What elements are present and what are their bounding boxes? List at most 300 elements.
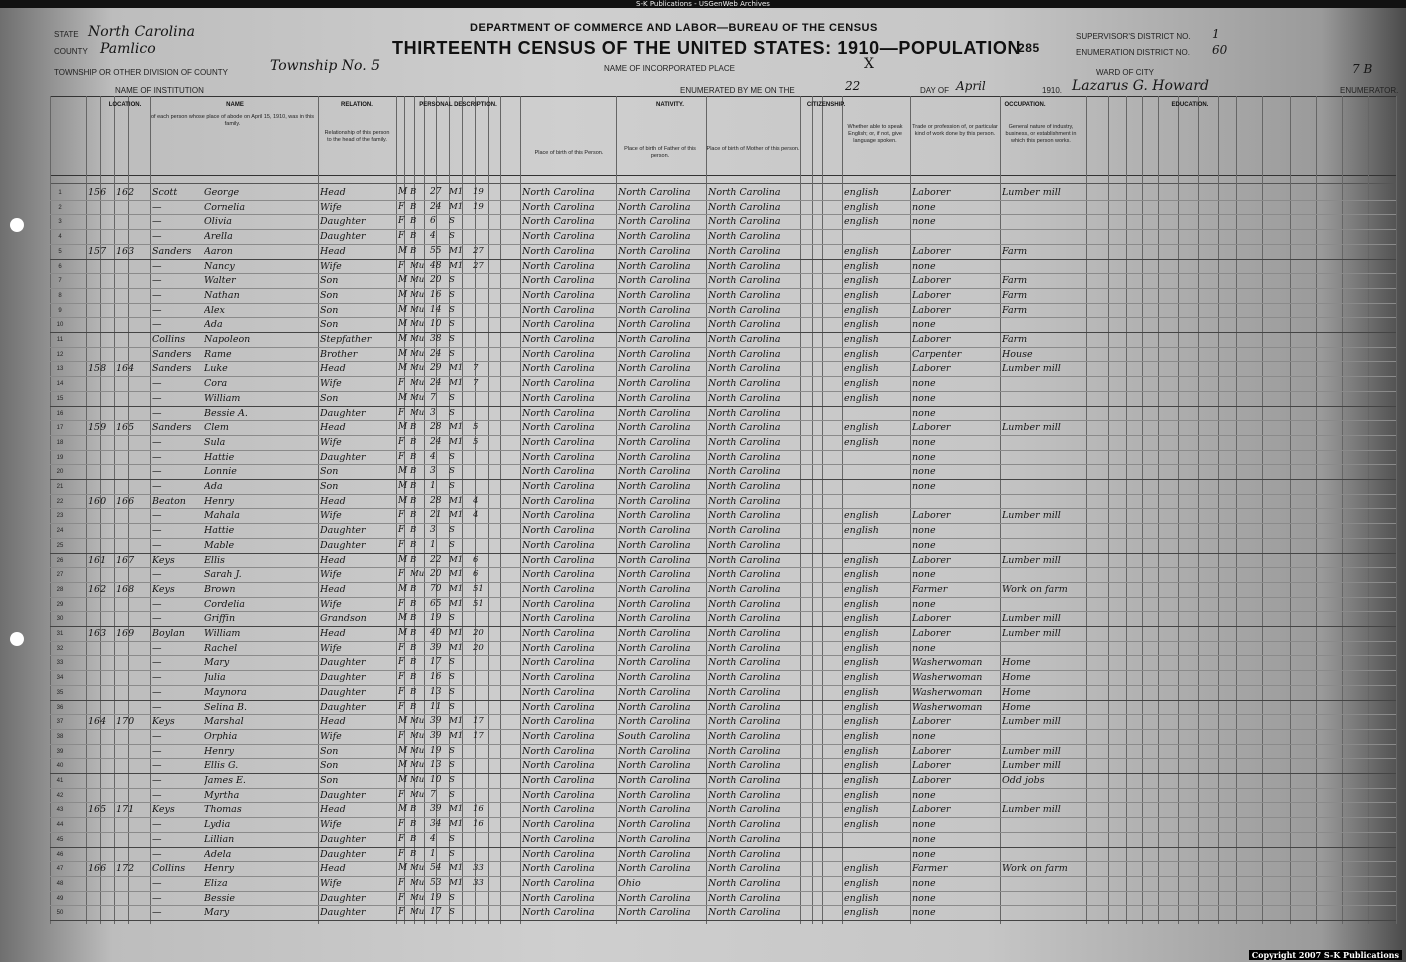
- page-number: 285: [1018, 41, 1040, 55]
- row-race-cell: B: [410, 216, 417, 227]
- row-mother-cell: North Carolina: [708, 730, 781, 742]
- row-given-cell: Myrtha: [204, 789, 240, 801]
- row-father-cell: North Carolina: [618, 539, 691, 551]
- column-rule: [1178, 96, 1179, 924]
- row-n-cell: 43: [56, 807, 64, 814]
- row-race-cell: B: [410, 539, 417, 550]
- row-age-cell: 17: [430, 657, 442, 668]
- row-n-cell: 22: [56, 498, 64, 505]
- row-trade-cell: Laborer: [912, 554, 951, 566]
- column-rule: [910, 96, 911, 924]
- row-father-cell: North Carolina: [618, 466, 691, 478]
- row-industry-cell: Lumber mill: [1002, 760, 1061, 772]
- row-mother-cell: North Carolina: [708, 598, 781, 610]
- row-n-cell: 2: [58, 204, 62, 211]
- row-family-cell: 170: [116, 716, 135, 728]
- row-mother-cell: North Carolina: [708, 187, 781, 198]
- row-race-cell: Mu: [410, 569, 425, 580]
- row-father-cell: North Carolina: [618, 789, 691, 801]
- row-father-cell: North Carolina: [618, 436, 691, 448]
- row-trade-cell: none: [912, 201, 936, 213]
- row-race-cell: B: [410, 583, 417, 594]
- row-trade-cell: none: [912, 892, 936, 904]
- row-mother-cell: North Carolina: [708, 760, 781, 772]
- row-n-cell: 8: [58, 292, 62, 299]
- row-n-cell: 15: [56, 395, 64, 402]
- column-rule: [520, 96, 521, 924]
- row-sex-cell: M: [398, 348, 408, 359]
- row-surname-cell: —: [152, 260, 162, 272]
- group-occupation: OCCUPATION.: [1004, 102, 1046, 108]
- row-rule: [50, 876, 1396, 877]
- township-label: TOWNSHIP OR OTHER DIVISION OF COUNTY: [54, 68, 228, 77]
- row-given-cell: Mable: [204, 539, 235, 551]
- row-race-cell: Mu: [410, 378, 425, 389]
- row-marital-cell: S: [449, 701, 455, 712]
- row-born-cell: North Carolina: [522, 289, 595, 301]
- row-english-cell: english: [844, 598, 879, 610]
- row-mother-cell: North Carolina: [708, 583, 781, 595]
- row-father-cell: North Carolina: [618, 701, 691, 713]
- row-relation-cell: Head: [320, 583, 346, 595]
- column-rule: [1396, 96, 1397, 924]
- row-sex-cell: F: [398, 525, 405, 536]
- row-age-cell: 19: [430, 613, 442, 624]
- row-industry-cell: Lumber mill: [1002, 422, 1061, 434]
- row-given-cell: Maynora: [204, 686, 247, 698]
- row-marital-cell: M1: [449, 877, 464, 888]
- row-english-cell: english: [844, 245, 879, 257]
- row-born-cell: North Carolina: [522, 378, 595, 390]
- column-rule: [396, 96, 397, 924]
- row-sex-cell: F: [398, 451, 405, 462]
- row-father-cell: North Carolina: [618, 569, 691, 581]
- row-trade-cell: none: [912, 392, 936, 404]
- row-sex-cell: F: [398, 201, 405, 212]
- row-n-cell: 33: [56, 660, 64, 667]
- row-trade-cell: none: [912, 216, 936, 228]
- row-age-cell: 6: [430, 216, 436, 227]
- row-rule: [50, 817, 1396, 818]
- row-marital-cell: S: [449, 657, 455, 668]
- row-trade-cell: Laborer: [912, 775, 951, 786]
- row-mother-cell: North Carolina: [708, 451, 781, 463]
- row-years-cell: 33: [473, 863, 484, 874]
- row-trade-cell: none: [912, 848, 936, 860]
- row-age-cell: 16: [430, 672, 442, 683]
- row-race-cell: B: [410, 187, 417, 197]
- row-n-cell: 50: [56, 910, 64, 917]
- row-race-cell: B: [410, 613, 417, 624]
- row-trade-cell: none: [912, 525, 936, 537]
- row-relation-cell: Wife: [320, 877, 342, 889]
- row-trade-cell: Laborer: [912, 289, 951, 301]
- row-years-cell: 17: [473, 716, 484, 727]
- group-location: LOCATION.: [108, 102, 142, 108]
- row-n-cell: 32: [56, 645, 64, 652]
- row-rule: [50, 361, 1396, 362]
- row-mother-cell: North Carolina: [708, 289, 781, 301]
- row-dwelling-cell: 166: [88, 863, 107, 875]
- row-born-cell: North Carolina: [522, 201, 595, 213]
- row-race-cell: Mu: [410, 289, 425, 300]
- row-english-cell: english: [844, 716, 879, 728]
- row-born-cell: North Carolina: [522, 745, 595, 757]
- row-born-cell: North Carolina: [522, 334, 595, 345]
- row-english-cell: english: [844, 877, 879, 889]
- row-given-cell: Griffin: [204, 613, 236, 625]
- row-born-cell: North Carolina: [522, 363, 595, 375]
- row-surname-cell: —: [152, 877, 162, 889]
- row-sex-cell: M: [398, 245, 408, 256]
- row-marital-cell: M1: [449, 260, 464, 271]
- row-family-cell: 168: [116, 583, 135, 595]
- row-surname-cell: Keys: [152, 804, 175, 816]
- row-mother-cell: North Carolina: [708, 407, 781, 419]
- row-born-cell: North Carolina: [522, 319, 595, 331]
- row-mother-cell: North Carolina: [708, 392, 781, 404]
- row-mother-cell: North Carolina: [708, 231, 781, 243]
- ward-label: WARD OF CITY: [1096, 68, 1154, 77]
- row-sex-cell: F: [398, 877, 405, 888]
- row-english-cell: english: [844, 319, 879, 331]
- row-sex-cell: M: [398, 187, 408, 197]
- row-born-cell: North Carolina: [522, 436, 595, 448]
- row-trade-cell: none: [912, 730, 936, 742]
- row-trade-cell: Carpenter: [912, 348, 962, 360]
- enumeration-label: ENUMERATION DISTRICT NO.: [1076, 48, 1190, 57]
- row-surname-cell: —: [152, 275, 162, 287]
- row-years-cell: 6: [473, 569, 479, 580]
- row-relation-cell: Daughter: [320, 231, 366, 243]
- row-race-cell: Mu: [410, 334, 425, 344]
- row-rule: [50, 905, 1396, 906]
- column-rule: [1290, 96, 1291, 924]
- row-english-cell: english: [844, 583, 879, 595]
- row-trade-cell: none: [912, 877, 936, 889]
- row-english-cell: english: [844, 260, 879, 272]
- row-english-cell: english: [844, 730, 879, 742]
- row-years-cell: 5: [473, 436, 479, 447]
- row-born-cell: North Carolina: [522, 819, 595, 831]
- row-trade-cell: none: [912, 451, 936, 463]
- column-rule: [114, 96, 115, 924]
- row-sex-cell: F: [398, 848, 405, 859]
- row-trade-cell: Laborer: [912, 245, 951, 257]
- row-surname-cell: —: [152, 833, 162, 845]
- row-sex-cell: F: [398, 436, 405, 447]
- row-dwelling-cell: 162: [88, 583, 107, 595]
- row-relation-cell: Stepfather: [320, 334, 372, 345]
- row-trade-cell: Laborer: [912, 804, 951, 816]
- row-mother-cell: North Carolina: [708, 892, 781, 904]
- row-surname-cell: Keys: [152, 716, 175, 728]
- row-given-cell: Hattie: [204, 451, 235, 463]
- row-relation-cell: Head: [320, 495, 346, 507]
- row-surname-cell: —: [152, 289, 162, 301]
- row-sex-cell: M: [398, 745, 408, 756]
- row-years-cell: 5: [473, 422, 479, 433]
- row-relation-cell: Daughter: [320, 216, 366, 228]
- row-surname-cell: —: [152, 848, 162, 860]
- row-n-cell: 1: [58, 190, 62, 196]
- row-race-cell: Mu: [410, 348, 425, 359]
- row-relation-cell: Grandson: [320, 613, 367, 625]
- row-mother-cell: North Carolina: [708, 525, 781, 537]
- row-father-cell: North Carolina: [618, 481, 691, 492]
- row-born-cell: North Carolina: [522, 848, 595, 860]
- row-n-cell: 38: [56, 733, 64, 740]
- row-mother-cell: North Carolina: [708, 481, 781, 492]
- row-rule: [50, 685, 1396, 686]
- row-family-cell: 163: [116, 245, 135, 257]
- birth-mother-header: Place of birth of Mother of this person.: [706, 146, 800, 152]
- row-marital-cell: M1: [449, 730, 464, 741]
- row-n-cell: 10: [56, 322, 64, 329]
- row-father-cell: North Carolina: [618, 422, 691, 434]
- row-age-cell: 34: [430, 819, 442, 830]
- row-age-cell: 10: [430, 775, 442, 785]
- row-father-cell: North Carolina: [618, 613, 691, 625]
- day-of-label: DAY OF: [920, 86, 950, 95]
- row-marital-cell: M1: [449, 819, 464, 830]
- row-mother-cell: North Carolina: [708, 304, 781, 316]
- group-name: NAME: [226, 102, 244, 108]
- row-race-cell: B: [410, 598, 417, 609]
- row-given-cell: Walter: [204, 275, 236, 287]
- column-rule: [1158, 96, 1159, 924]
- row-given-cell: Cora: [204, 378, 228, 390]
- row-n-cell: 46: [56, 851, 64, 858]
- row-rule: [50, 288, 1396, 289]
- row-race-cell: Mu: [410, 775, 425, 785]
- row-sex-cell: M: [398, 554, 408, 565]
- row-english-cell: english: [844, 436, 879, 448]
- row-given-cell: James E.: [204, 775, 246, 786]
- row-born-cell: North Carolina: [522, 422, 595, 434]
- row-age-cell: 29: [430, 363, 442, 374]
- row-race-cell: Mu: [410, 392, 425, 403]
- row-marital-cell: S: [449, 760, 455, 771]
- row-age-cell: 48: [430, 260, 442, 271]
- row-surname-cell: Sanders: [152, 422, 192, 434]
- row-race-cell: Mu: [410, 745, 425, 756]
- row-trade-cell: Laborer: [912, 745, 951, 757]
- row-rule: [50, 391, 1396, 392]
- row-marital-cell: S: [449, 392, 455, 403]
- row-age-cell: 19: [430, 892, 442, 903]
- row-industry-cell: Lumber mill: [1002, 187, 1061, 198]
- group-relation: RELATION.: [341, 102, 373, 108]
- row-dwelling-cell: 156: [88, 187, 107, 198]
- row-given-cell: Adela: [204, 848, 232, 860]
- state-label: STATE: [54, 30, 79, 39]
- row-years-cell: 20: [473, 628, 484, 638]
- row-industry-cell: Farm: [1002, 334, 1028, 345]
- row-born-cell: North Carolina: [522, 877, 595, 889]
- row-relation-cell: Head: [320, 554, 346, 566]
- row-english-cell: english: [844, 510, 879, 522]
- row-trade-cell: none: [912, 833, 936, 845]
- row-marital-cell: S: [449, 539, 455, 550]
- row-relation-cell: Head: [320, 716, 346, 728]
- row-born-cell: North Carolina: [522, 231, 595, 243]
- row-surname-cell: —: [152, 598, 162, 610]
- row-sex-cell: F: [398, 260, 405, 271]
- row-mother-cell: North Carolina: [708, 539, 781, 551]
- row-n-cell: 12: [56, 351, 64, 358]
- row-surname-cell: —: [152, 231, 162, 243]
- row-n-cell: 18: [56, 439, 64, 446]
- row-relation-cell: Brother: [320, 348, 358, 360]
- row-surname-cell: —: [152, 686, 162, 698]
- birth-person-header: Place of birth of this Person.: [534, 150, 604, 156]
- row-age-cell: 14: [430, 304, 442, 315]
- row-relation-cell: Head: [320, 804, 346, 816]
- row-father-cell: North Carolina: [618, 231, 691, 243]
- row-given-cell: Thomas: [204, 804, 242, 816]
- row-age-cell: 24: [430, 436, 442, 447]
- enumerator-label: ENUMERATOR.: [1340, 86, 1399, 95]
- row-race-cell: Mu: [410, 260, 425, 271]
- row-father-cell: North Carolina: [618, 775, 691, 786]
- row-given-cell: Hattie: [204, 525, 235, 537]
- row-sex-cell: F: [398, 569, 405, 580]
- row-marital-cell: S: [449, 833, 455, 844]
- row-born-cell: North Carolina: [522, 495, 595, 507]
- row-trade-cell: Laborer: [912, 716, 951, 728]
- row-n-cell: 5: [58, 248, 62, 255]
- row-age-cell: 20: [430, 569, 442, 580]
- row-mother-cell: North Carolina: [708, 319, 781, 331]
- row-born-cell: North Carolina: [522, 672, 595, 684]
- row-rule: [50, 700, 1396, 701]
- row-relation-cell: Daughter: [320, 451, 366, 463]
- row-given-cell: Mary: [204, 907, 230, 919]
- row-age-cell: 39: [430, 804, 442, 815]
- row-race-cell: B: [410, 466, 417, 477]
- row-marital-cell: S: [449, 686, 455, 697]
- row-mother-cell: North Carolina: [708, 877, 781, 889]
- row-sex-cell: F: [398, 789, 405, 800]
- row-industry-cell: Home: [1002, 657, 1031, 669]
- row-race-cell: B: [410, 510, 417, 521]
- row-given-cell: Clem: [204, 422, 229, 434]
- row-family-cell: 164: [116, 363, 135, 375]
- row-sex-cell: M: [398, 275, 408, 286]
- row-surname-cell: —: [152, 730, 162, 742]
- row-marital-cell: M1: [449, 378, 464, 389]
- row-age-cell: 21: [430, 510, 442, 521]
- row-race-cell: B: [410, 642, 417, 653]
- row-father-cell: North Carolina: [618, 407, 691, 419]
- row-rule: [50, 788, 1396, 789]
- row-english-cell: english: [844, 775, 879, 786]
- row-english-cell: english: [844, 892, 879, 904]
- row-marital-cell: S: [449, 892, 455, 903]
- row-given-cell: Luke: [204, 363, 228, 375]
- row-race-cell: B: [410, 657, 417, 668]
- row-mother-cell: North Carolina: [708, 495, 781, 507]
- row-industry-cell: Lumber mill: [1002, 613, 1061, 625]
- row-relation-cell: Wife: [320, 642, 342, 654]
- column-rule: [1368, 96, 1369, 924]
- row-industry-cell: Lumber mill: [1002, 510, 1061, 522]
- row-mother-cell: North Carolina: [708, 907, 781, 919]
- row-n-cell: 39: [56, 748, 64, 755]
- row-age-cell: 13: [430, 686, 442, 697]
- row-relation-cell: Wife: [320, 819, 342, 831]
- row-rule: [50, 773, 1396, 774]
- row-mother-cell: North Carolina: [708, 201, 781, 213]
- row-marital-cell: S: [449, 231, 455, 242]
- row-sex-cell: F: [398, 510, 405, 521]
- row-sex-cell: F: [398, 819, 405, 830]
- row-dwelling-cell: 164: [88, 716, 107, 728]
- column-rule: [86, 96, 87, 924]
- row-rule: [50, 200, 1396, 201]
- row-sex-cell: M: [398, 466, 408, 477]
- row-industry-cell: Odd jobs: [1002, 775, 1045, 786]
- row-rule: [50, 450, 1396, 451]
- row-years-cell: 7: [473, 378, 479, 389]
- row-marital-cell: S: [449, 745, 455, 756]
- row-age-cell: 40: [430, 628, 442, 638]
- row-n-cell: 29: [56, 601, 64, 608]
- row-race-cell: B: [410, 701, 417, 712]
- row-marital-cell: S: [449, 613, 455, 624]
- row-mother-cell: North Carolina: [708, 819, 781, 831]
- language-header: Whether able to speak English; or, if not, give language spoken.: [847, 124, 903, 144]
- row-father-cell: North Carolina: [618, 686, 691, 698]
- source-bar: S-K Publications - USGenWeb Archives: [0, 0, 1406, 8]
- row-relation-cell: Son: [320, 319, 339, 331]
- row-age-cell: 19: [430, 745, 442, 756]
- row-rule: [50, 847, 1396, 848]
- row-n-cell: 17: [56, 425, 64, 432]
- row-surname-cell: —: [152, 319, 162, 331]
- row-race-cell: B: [410, 245, 417, 256]
- row-marital-cell: M1: [449, 245, 464, 256]
- row-marital-cell: M1: [449, 363, 464, 374]
- row-marital-cell: M1: [449, 554, 464, 565]
- row-race-cell: B: [410, 672, 417, 683]
- row-n-cell: 7: [58, 278, 62, 285]
- row-mother-cell: North Carolina: [708, 334, 781, 345]
- row-age-cell: 17: [430, 907, 442, 918]
- row-surname-cell: Sanders: [152, 245, 192, 257]
- row-industry-cell: Home: [1002, 701, 1031, 713]
- row-relation-cell: Wife: [320, 201, 342, 213]
- row-industry-cell: Work on farm: [1002, 863, 1068, 875]
- row-born-cell: North Carolina: [522, 245, 595, 257]
- row-n-cell: 20: [56, 469, 64, 476]
- row-father-cell: North Carolina: [618, 510, 691, 522]
- row-rule: [50, 347, 1396, 348]
- row-given-cell: Mahala: [204, 510, 240, 522]
- row-dwelling-cell: 160: [88, 495, 107, 507]
- row-relation-cell: Wife: [320, 378, 342, 390]
- row-n-cell: 44: [56, 822, 64, 829]
- row-rule: [50, 553, 1396, 554]
- row-surname-cell: Sanders: [152, 363, 192, 375]
- row-rule: [50, 920, 1396, 921]
- row-father-cell: North Carolina: [618, 289, 691, 301]
- row-surname-cell: —: [152, 216, 162, 228]
- row-given-cell: Selina B.: [204, 701, 248, 713]
- row-marital-cell: M1: [449, 716, 464, 727]
- row-age-cell: 16: [430, 289, 442, 300]
